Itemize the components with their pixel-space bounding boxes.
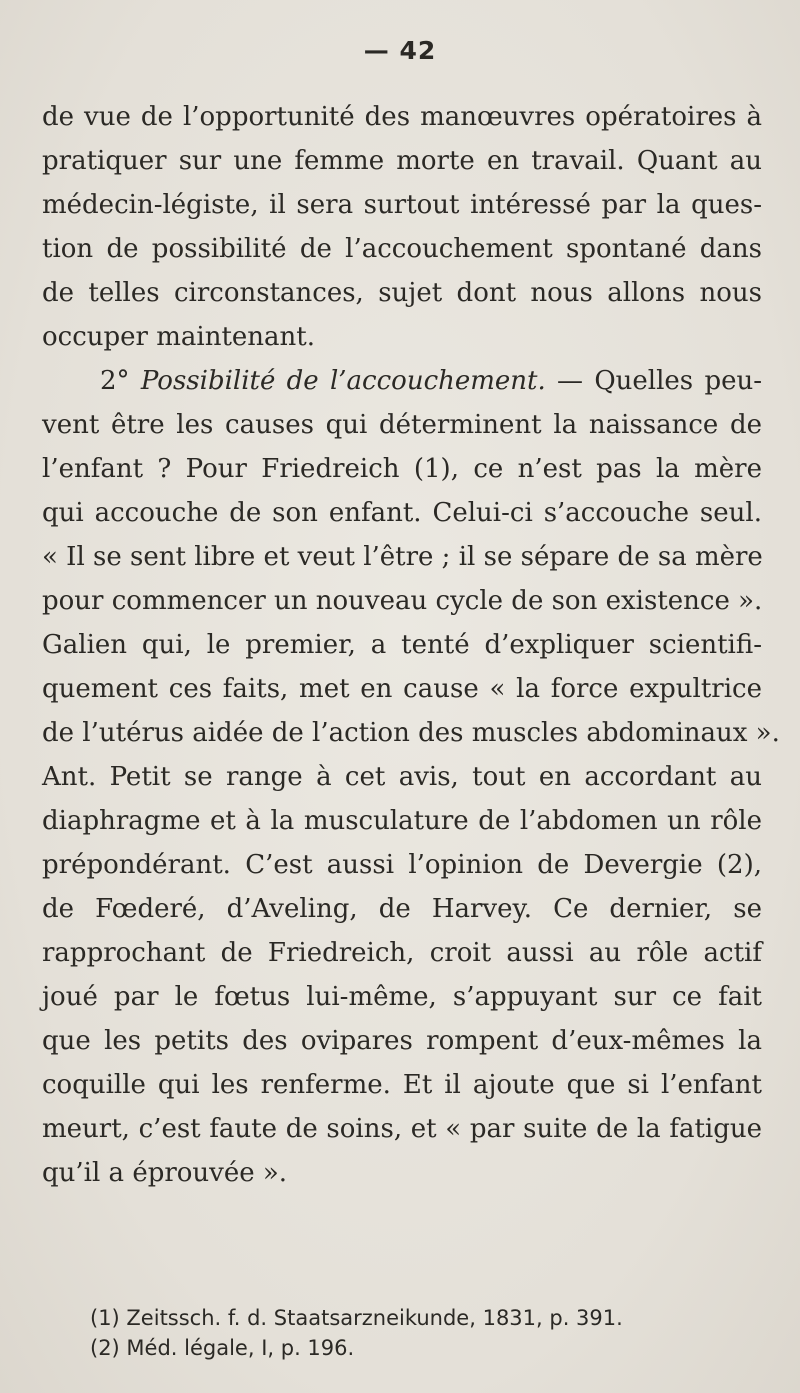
text-line: « Il se sent libre et veut l’être ; il se sépare de sa mère: [42, 542, 763, 572]
section-number: 2°: [100, 366, 130, 396]
text-line: de Fœderé, d’Aveling, de Harvey. Ce dernier, se: [42, 894, 762, 924]
text-line: l’enfant ? Pour Friedreich (1), ce n’est pas la mère: [42, 454, 762, 484]
text-line: Ant. Petit se range à cet avis, tout en accordant au: [42, 762, 762, 792]
text-line: de vue de l’opportunité des manœuvres opératoires à: [42, 102, 762, 132]
text-line: diaphragme et à la musculature de l’abdomen un rôle: [42, 806, 762, 836]
text-line: médecin-légiste, il sera surtout intéressé par la ques-: [42, 190, 762, 220]
text-line: pour commencer un nouveau cycle de son existence ».: [42, 586, 763, 616]
text-line: rapprochant de Friedreich, croit aussi au rôle actif: [42, 938, 762, 968]
text-line: de telles circonstances, sujet dont nous allons nous: [42, 278, 762, 308]
section-title: Possibilité de l’accouchement.: [140, 366, 546, 396]
text-line: qu’il a éprouvée ».: [42, 1158, 288, 1188]
text-line: tion de possibilité de l’accouchement spontané dans: [42, 234, 762, 264]
text-line: vent être les causes qui déterminent la naissance de: [42, 410, 762, 440]
text-line: occuper maintenant.: [42, 322, 315, 352]
text-line: pratiquer sur une femme morte en travail. Quant au: [42, 146, 762, 176]
text-line: Galien qui, le premier, a tenté d’expliquer scientifi-: [42, 630, 762, 660]
section-heading-line: [100, 359, 762, 403]
page-number: — 42: [363, 36, 437, 65]
text-line: que les petits des ovipares rompent d’eux-mêmes la: [42, 1026, 762, 1056]
section-heading-rest: — Quelles peu-: [545, 366, 762, 396]
text-line: meurt, c’est faute de soins, et « par suite de la fatigue: [42, 1114, 762, 1144]
footnote: (2) Méd. légale, I, p. 196.: [90, 1336, 355, 1360]
footnote: (1) Zeitssch. f. d. Staatsarzneikunde, 1831, p. 391.: [90, 1306, 623, 1330]
text-line: coquille qui les renferme. Et il ajoute que si l’enfant: [42, 1070, 762, 1100]
text-line: de l’utérus aidée de l’action des muscles abdominaux ».: [42, 718, 780, 748]
text-line: prépondérant. C’est aussi l’opinion de Devergie (2),: [42, 850, 762, 880]
text-line: quement ces faits, met en cause « la force expultrice: [42, 674, 762, 704]
text-line: joué par le fœtus lui-même, s’appuyant sur ce fait: [42, 982, 762, 1012]
text-line: qui accouche de son enfant. Celui-ci s’accouche seul.: [42, 498, 762, 528]
